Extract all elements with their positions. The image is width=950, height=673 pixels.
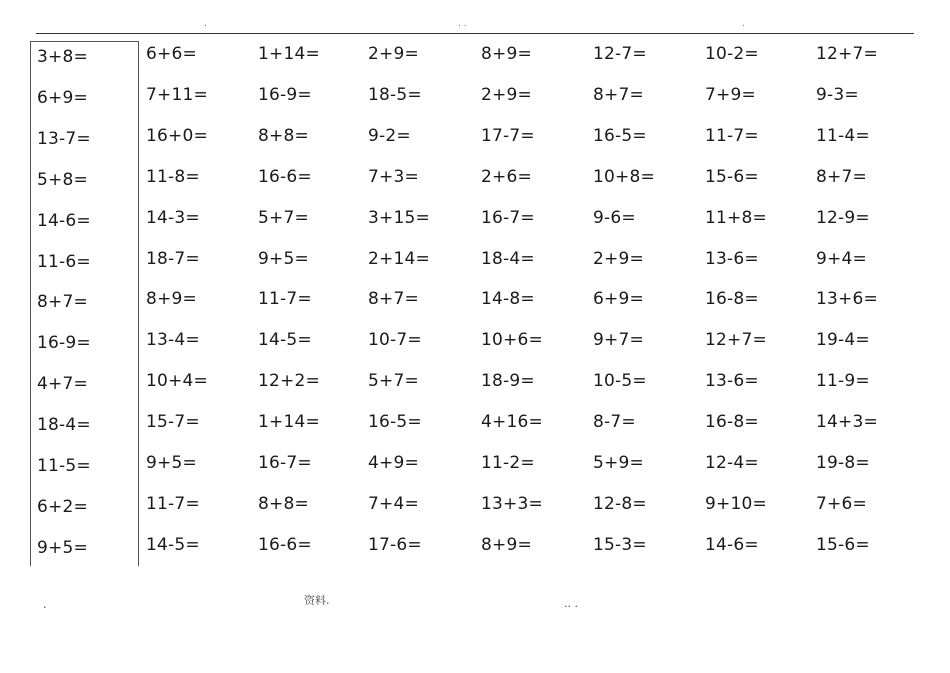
problem-cell: 15-7=: [146, 412, 200, 433]
problem-cell: 16-9=: [37, 333, 91, 354]
problem-cell: 10-2=: [705, 44, 759, 64]
problem-cell: 8+7=: [816, 166, 867, 187]
problem-cell: 16-7=: [258, 453, 312, 473]
problem-cell: 14-6=: [37, 210, 91, 231]
problem-cell: 5+7=: [368, 371, 419, 392]
problem-cell: 10+8=: [593, 166, 655, 187]
problem-cell: 14+3=: [816, 412, 878, 433]
problem-cell: 9+10=: [705, 493, 767, 514]
problem-cell: 18-9=: [481, 371, 535, 392]
problem-cell: 10-7=: [368, 330, 422, 351]
problem-cell: 16-5=: [368, 412, 422, 433]
problem-cell: 14-5=: [146, 534, 200, 555]
problem-cell: 9+7=: [593, 330, 644, 351]
problem-cell: 1+14=: [258, 44, 320, 64]
problem-cell: 11-9=: [816, 371, 870, 392]
problem-cell: 16-6=: [258, 166, 312, 187]
problem-cell: 7+9=: [705, 84, 756, 105]
problem-cell: 16-9=: [258, 84, 312, 105]
problem-cell: 16-8=: [705, 412, 759, 433]
problem-cell: 13-6=: [705, 371, 759, 392]
problem-cell: 13-4=: [146, 330, 200, 351]
problem-cell: 4+16=: [481, 412, 543, 433]
problem-cell: 8+8=: [258, 493, 309, 514]
header-mark-1: .: [204, 19, 207, 29]
problem-cell: 6+9=: [37, 87, 88, 108]
problem-cell: 8+9=: [481, 534, 532, 555]
problem-cell: 7+3=: [368, 166, 419, 187]
problem-cell: 6+6=: [146, 44, 197, 64]
problem-cell: 13+6=: [816, 289, 878, 310]
problem-cell: 18-5=: [368, 84, 422, 105]
problem-cell: 5+8=: [37, 169, 88, 190]
problem-cell: 16+0=: [146, 125, 208, 146]
problem-cell: 3+8=: [37, 47, 88, 67]
problem-cell: 7+6=: [816, 493, 867, 514]
problem-cell: 14-8=: [481, 289, 535, 310]
problem-cell: 9+4=: [816, 248, 867, 269]
problem-cell: 13+3=: [481, 493, 543, 514]
problem-cell: 8+7=: [593, 84, 644, 105]
problem-cell: 4+7=: [37, 374, 88, 395]
problem-cell: 11-8=: [146, 166, 200, 187]
problem-cell: 11-6=: [37, 251, 91, 272]
problem-cell: 11-5=: [37, 456, 91, 476]
problem-cell: 13-7=: [37, 128, 91, 149]
problem-cell: 13-6=: [705, 248, 759, 269]
problem-cell: 17-7=: [481, 125, 535, 146]
problem-cell: 7+11=: [146, 84, 208, 105]
problem-cell: 5+7=: [258, 207, 309, 228]
problem-cell: 12+7=: [816, 44, 878, 64]
problem-cell: 12+7=: [705, 330, 767, 351]
problem-cell: 15-6=: [816, 534, 870, 555]
problem-cell: 5+9=: [593, 453, 644, 473]
problem-cell: 11-2=: [481, 453, 535, 473]
problem-cell: 11-4=: [816, 125, 870, 146]
problem-cell: 14-3=: [146, 207, 200, 228]
problem-cell: 2+14=: [368, 248, 430, 269]
problem-cell: 8+8=: [258, 125, 309, 146]
problem-cell: 16-6=: [258, 534, 312, 555]
problem-cell: 11-7=: [705, 125, 759, 146]
footer-center-text: 资料.: [304, 594, 330, 607]
header-mark-3: .: [742, 19, 745, 29]
problem-cell: 11-7=: [258, 289, 312, 310]
problem-cell: 2+9=: [368, 44, 419, 64]
problem-cell: 9-2=: [368, 125, 411, 146]
problem-cell: 9+5=: [37, 537, 88, 558]
problem-cell: 9-6=: [593, 207, 636, 228]
problem-cell: 8+9=: [146, 289, 197, 310]
problem-cell: 8+7=: [37, 292, 88, 313]
problem-cell: 12-7=: [593, 44, 647, 64]
problem-cell: 11+8=: [705, 207, 767, 228]
problem-cell: 15-6=: [705, 166, 759, 187]
problem-cell: 10-5=: [593, 371, 647, 392]
problem-cell: 18-4=: [37, 415, 91, 436]
footer-right-mark: .. .: [564, 597, 578, 610]
problem-cell: 1+14=: [258, 412, 320, 433]
problem-cell: 12-9=: [816, 207, 870, 228]
problem-cell: 4+9=: [368, 453, 419, 473]
problem-cell: 12-4=: [705, 453, 759, 473]
problem-cell: 2+9=: [593, 248, 644, 269]
problem-cell: 16-8=: [705, 289, 759, 310]
problem-cell: 10+4=: [146, 371, 208, 392]
problem-cell: 10+6=: [481, 330, 543, 351]
problem-cell: 3+15=: [368, 207, 430, 228]
problem-cell: 19-4=: [816, 330, 870, 351]
problem-cell: 11-7=: [146, 493, 200, 514]
problem-cell: 18-7=: [146, 248, 200, 269]
problem-cell: 16-7=: [481, 207, 535, 228]
problem-cell: 12+2=: [258, 371, 320, 392]
problem-cell: 17-6=: [368, 534, 422, 555]
problem-cell: 15-3=: [593, 534, 647, 555]
problem-cell: 18-4=: [481, 248, 535, 269]
problem-cell: 8+9=: [481, 44, 532, 64]
problem-cell: 8-7=: [593, 412, 636, 433]
problem-cell: 6+9=: [593, 289, 644, 310]
problem-cell: 16-5=: [593, 125, 647, 146]
header-mark-2: . .: [458, 19, 467, 29]
problem-cell: 9+5=: [146, 453, 197, 473]
problem-cell: 14-6=: [705, 534, 759, 555]
problem-cell: 9+5=: [258, 248, 309, 269]
problem-cell: 14-5=: [258, 330, 312, 351]
problem-cell: 9-3=: [816, 84, 859, 105]
problem-cell: 2+6=: [481, 166, 532, 187]
problem-cell: 8+7=: [368, 289, 419, 310]
problem-cell: 19-8=: [816, 453, 870, 473]
footer-left-mark: .: [43, 598, 47, 611]
problem-cell: 7+4=: [368, 493, 419, 514]
problem-cell: 2+9=: [481, 84, 532, 105]
problem-cell: 12-8=: [593, 493, 647, 514]
problem-cell: 6+2=: [37, 496, 88, 517]
